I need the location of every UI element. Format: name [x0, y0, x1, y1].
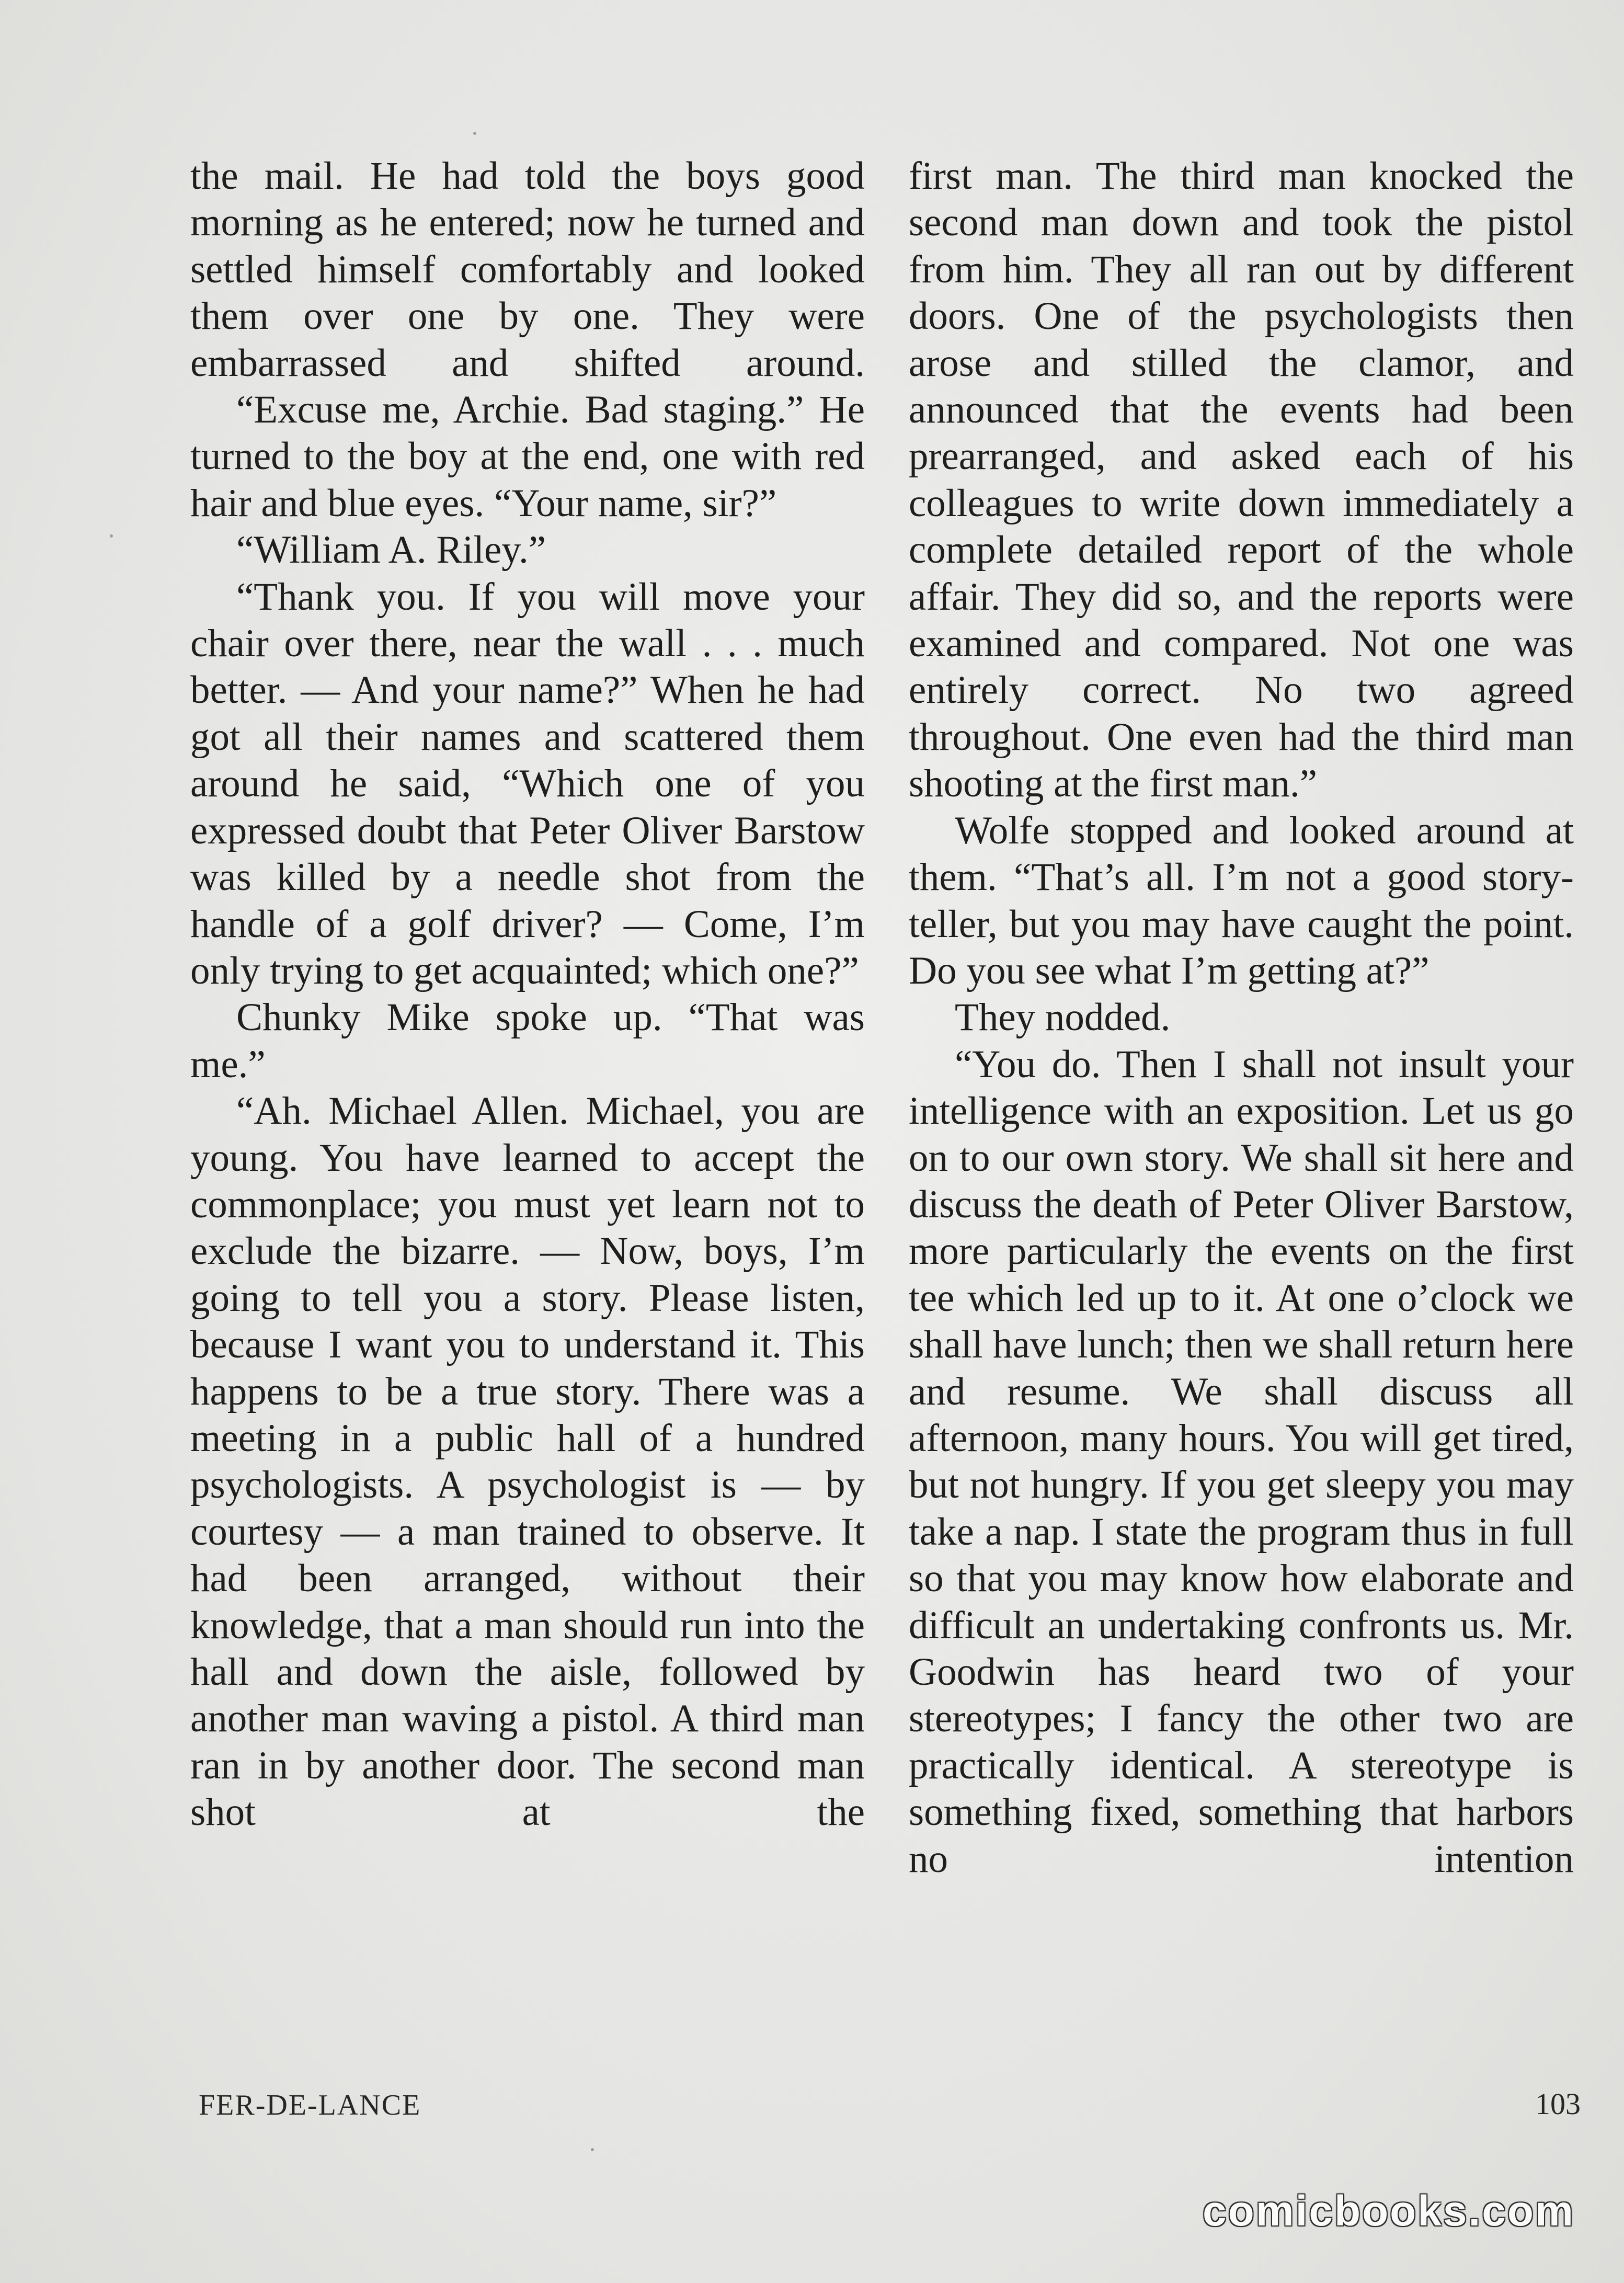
left-text-column [190, 153, 865, 1836]
paragraph: “William A. Riley.” [236, 528, 546, 572]
paragraph: Wolfe stopped and looked around at them. “That’s all. I’m not a good story-teller, but you may have caught the point. Do you see what I’m getting at?” [909, 808, 1574, 992]
paragraph: “Thank you. If you will move your chair over there, near the wall . . . much better. — And your name?” When he had got all their names and scattered them around he said, “Which one of you expressed doubt that Peter Oliver Barstow was killed by a needle shot from the handle of a golf driver? — Come, I’m only trying to get acquainted; which one?” [190, 575, 865, 992]
paragraph: first man. The third man knocked the second man down and took the pistol from him. They all ran out by different doors. One of the psychologists then arose and stilled the clamor, and announced that the events had been prearranged, and asked each of his colleagues to write down immediately a complete detailed report of the whole affair. They did so, and the reports were examined and compared. Not one was entirely correct. No two agreed throughout. One even had the third man shooting at the first man.” [909, 154, 1574, 806]
paper-speck [473, 132, 476, 135]
right-text-column [909, 153, 1574, 1882]
paper-speck [591, 2148, 594, 2151]
paragraph: “Ah. Michael Allen. Michael, you are young. You have learned to accept the commonplace; you must yet learn not to exclude the bizarre. — Now, boys, I’m going to tell you a story. Please listen, because I want you to understand it. This happens to be a true story. There was a meeting in a public hall of a hundred psychologists. A psychologist is — by courtesy — a man trained to observe. It had been arranged, without their knowledge, that a man should run into the hall and down the aisle, followed by another man waving a pistol. A third man ran in by another door. The second man shot at the [190, 1089, 865, 1834]
paragraph: They nodded. [955, 996, 1171, 1040]
page-number: 103 [1535, 2087, 1581, 2121]
paragraph: “Excuse me, Archie. Bad staging.” He turned to the boy at the end, one with red hair and blue eyes. “Your name, sir?” [190, 388, 865, 525]
watermark-logo: comicbooks.com [1203, 2187, 1575, 2235]
paper-speck [110, 534, 113, 538]
paragraph: Chunky Mike spoke up. “That was me.” [190, 996, 865, 1086]
paragraph: the mail. He had told the boys good morning as he entered; now he turned and settled himself comfortably and looked them over one by one. They were embarrassed and shifted around. [190, 154, 865, 385]
running-footer-title: FER-DE-LANCE [199, 2089, 421, 2121]
paragraph: “You do. Then I shall not insult your intelligence with an exposition. Let us go on to our own story. We shall sit here and discuss the death of Peter Oliver Barstow, more particularly the events on the first tee which led up to it. At one o’clock we shall have lunch; then we shall return here and resume. We shall discuss all afternoon, many hours. You will get tired, but not hungry. If you get sleepy you may take a nap. I state the program thus in full so that you may know how elaborate and difficult an undertaking confronts us. Mr. Goodwin has heard two of your stereotypes; I fancy the other two are practically identical. A stereotype is something fixed, something that harbors no intention [909, 1042, 1574, 1881]
